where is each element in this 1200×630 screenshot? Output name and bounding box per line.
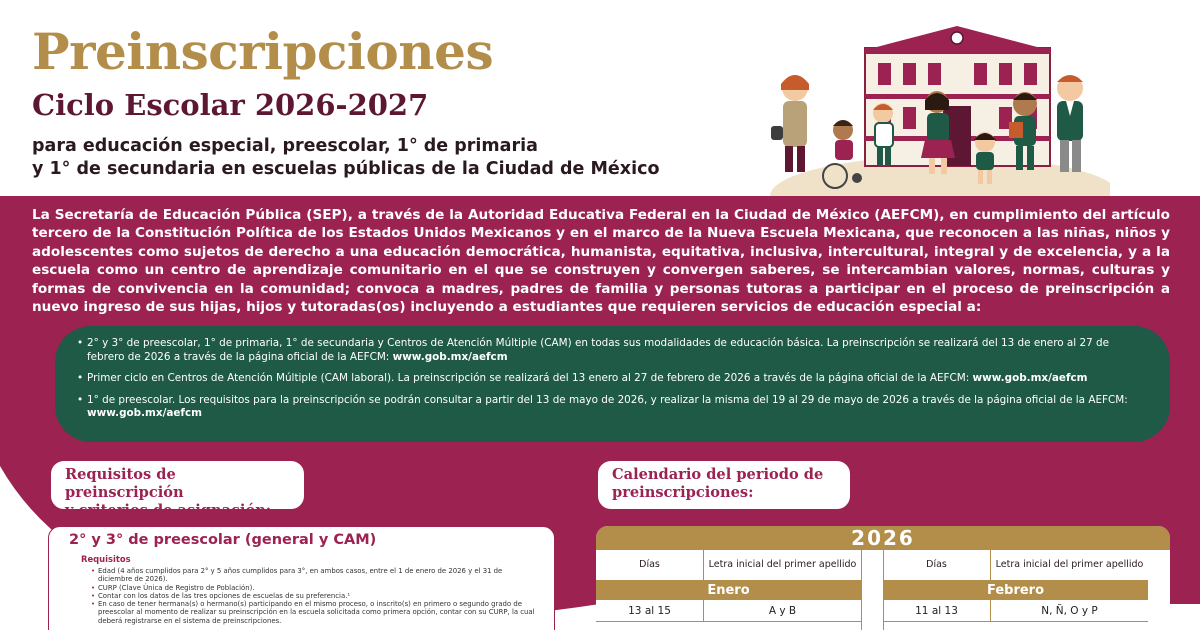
requirements-card-title: 2° y 3° de preescolar (general y CAM) bbox=[69, 532, 377, 548]
convocation-item bbox=[77, 337, 1144, 364]
requirement-item: • En caso de tener hermana(s) o hermano(s) participando en el mismo proceso, o inscrito(s) en primero o segundo grado de preescolar al momento de realizar su preinscripción en la escuela solicitada como primera opción, contar con su CURP, la cual deberá registrarse en el sistema de preinscripciones. bbox=[91, 600, 538, 625]
convocation-item-text: 2° y 3° de preescolar, 1° de primaria, 1° de secundaria y Centros de Atención Múltiple (CAM) en todas sus modalidades de educación básica. La preinscripción se realizará del 13 de enero al 27 de febrero de 2026 a través de la página oficial de la AEFCM: bbox=[87, 337, 1109, 363]
description-line-2: y 1° de secundaria en escuelas públicas de la Ciudad de México bbox=[32, 159, 660, 179]
convocation-item bbox=[77, 394, 1144, 421]
requirements-card bbox=[48, 526, 555, 630]
convocation-box bbox=[55, 326, 1170, 442]
requirement-item: • Contar con los datos de las tres opciones de escuelas de su preferencia.¹ bbox=[91, 592, 538, 600]
calendar-days-cell: 13 al 15 bbox=[596, 600, 704, 621]
convocation-item bbox=[77, 372, 1144, 386]
page-title: Preinscripciones bbox=[32, 22, 494, 81]
school-children-illustration bbox=[765, 18, 1110, 200]
calendar-heading-line-1: Calendario del periodo de bbox=[612, 466, 824, 483]
calendar-block-february bbox=[883, 550, 1148, 622]
days-column-header: Días bbox=[883, 550, 991, 580]
calendar-table bbox=[596, 526, 1170, 630]
calendar-year: 2026 bbox=[596, 526, 1170, 550]
month-label: Febrero bbox=[883, 581, 1148, 600]
requirements-heading-line-2: y criterios de asignación: bbox=[65, 502, 272, 519]
calendar-heading-line-2: preinscripciones: bbox=[612, 484, 754, 501]
convocation-list bbox=[77, 337, 1144, 421]
aefcm-link[interactable]: www.gob.mx/aefcm bbox=[87, 407, 202, 419]
convocation-item-text: 1° de preescolar. Los requisitos para la preinscripción se podrán consultar a partir del 13 de mayo de 2026, y realizar la misma del 19 al 29 de mayo de 2026 a través de la página oficial de la AEFCM: bbox=[87, 393, 1128, 406]
calendar-heading bbox=[597, 460, 851, 510]
days-column-header: Días bbox=[596, 550, 704, 580]
page-subtitle: Ciclo Escolar 2026-2027 bbox=[32, 88, 429, 122]
requirement-item: • Edad (4 años cumplidos para 2° y 5 años cumplidos para 3°, en ambos casos, entre el 1 de enero de 2026 y el 31 de diciembre de 2026). bbox=[91, 567, 538, 584]
letter-column-header: Letra inicial del primer apellido bbox=[995, 559, 1144, 570]
page-description bbox=[32, 135, 712, 181]
calendar-header-row bbox=[596, 550, 861, 581]
requirements-list bbox=[91, 567, 538, 625]
requirements-heading-line-1: Requisitos de preinscripción bbox=[65, 466, 184, 501]
calendar-block-january bbox=[596, 550, 861, 622]
requirements-heading bbox=[50, 460, 305, 519]
calendar-row bbox=[883, 600, 1148, 622]
calendar-columns bbox=[596, 550, 1170, 630]
calendar-header-row bbox=[883, 550, 1148, 581]
calendar-letters-cell: N, Ñ, O y P bbox=[1041, 604, 1098, 617]
calendar-divider bbox=[883, 550, 884, 630]
requirements-card-subtitle: Requisitos bbox=[81, 554, 131, 564]
calendar-divider bbox=[861, 550, 862, 630]
aefcm-link[interactable]: www.gob.mx/aefcm bbox=[972, 372, 1088, 384]
intro-paragraph: La Secretaría de Educación Pública (SEP), a través de la Autoridad Educativa Federal en la Ciudad de México (AEFCM), en cumplimiento del artículo tercero de la Constitución Política de los Estados Unidos Mexicanos y en el marco de la Nueva Escuela Mexicana, que reconocen a las niñas, niños y adolescentes como sujetos de derecho a una educación democrática, humanista, equitativa, inclusiva, intercultural, integral y de excelencia, y a la escuela como un centro de aprendizaje comunitario en el que se construyen y convergen saberes, se intercambian valores, normas, culturas y formas de convivencia en la comunidad; convoca a madres, padres de familia y personas tutoras a participar en el proceso de preinscripción a nuevo ingreso de sus hijas, hijos y tutoradas(os) incluyendo a estudiantes que requieren servicios de educación especial a: bbox=[32, 207, 1170, 316]
calendar-letters-cell: A y B bbox=[768, 604, 797, 617]
description-line-1: para educación especial, preescolar, 1° de primaria bbox=[32, 136, 538, 156]
month-label: Enero bbox=[596, 581, 861, 600]
calendar-row bbox=[596, 600, 861, 622]
calendar-days-cell: 11 al 13 bbox=[883, 600, 991, 621]
requirement-item: • CURP (Clave Única de Registro de Población). bbox=[91, 584, 538, 592]
aefcm-link[interactable]: www.gob.mx/aefcm bbox=[392, 350, 508, 363]
letter-column-header: Letra inicial del primer apellido bbox=[708, 559, 857, 570]
convocation-item-text: Primer ciclo en Centros de Atención Múltiple (CAM laboral). La preinscripción se realizará del 13 enero al 27 de febrero de 2026 a través de la página oficial de la AEFCM: bbox=[87, 372, 973, 384]
